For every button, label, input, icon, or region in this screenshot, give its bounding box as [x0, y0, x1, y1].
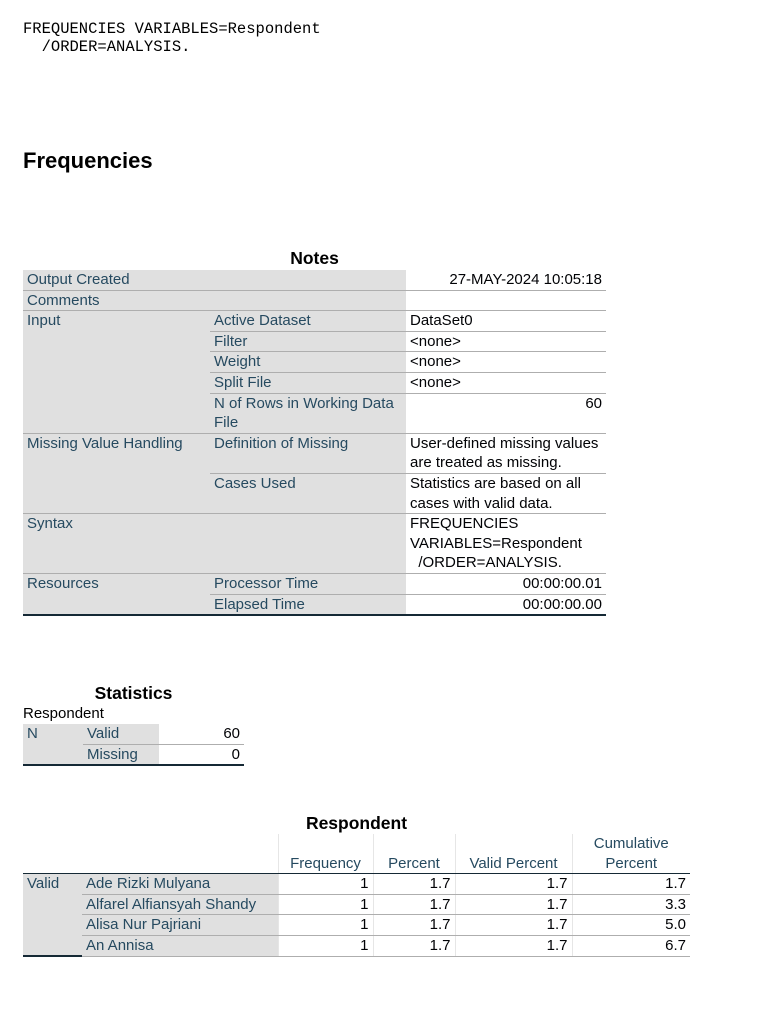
valid-percent-cell: 1.7 [455, 935, 572, 956]
valid-percent-cell: 1.7 [455, 915, 572, 936]
respondent-name: An Annisa [82, 935, 278, 956]
column-header-frequency: Frequency [278, 834, 373, 874]
frequency-table-header [23, 834, 690, 874]
split-file-label: Split File [210, 372, 406, 393]
processor-time-value: 00:00:00.01 [406, 573, 606, 594]
notes-row-comments [23, 290, 606, 311]
percent-cell: 1.7 [373, 874, 455, 895]
syntax-label: Syntax [23, 514, 406, 574]
n-label: N [23, 724, 83, 765]
weight-label: Weight [210, 352, 406, 373]
split-file-value: <none> [406, 372, 606, 393]
notes-row-syntax [23, 514, 606, 574]
cumulative-percent-cell: 6.7 [572, 935, 690, 956]
frequency-table [23, 834, 690, 957]
comments-value [406, 290, 606, 311]
cases-used-value: Statistics are based on all cases with valid data. [406, 473, 606, 513]
statistics-table-title: Statistics [94, 683, 173, 703]
notes-row-processor-time [23, 573, 606, 594]
valid-label: Valid [83, 724, 159, 744]
resources-label: Resources [23, 573, 210, 615]
syntax-command-text: FREQUENCIES VARIABLES=Respondent /ORDER=ANALYSIS. [23, 20, 321, 56]
table-row [23, 915, 690, 936]
respondent-name: Alisa Nur Pajriani [82, 915, 278, 936]
column-header-valid-percent: Valid Percent [455, 834, 572, 874]
statistics-variable-label: Respondent [23, 705, 104, 722]
processor-time-label: Processor Time [210, 573, 406, 594]
output-created-label: Output Created [23, 270, 406, 290]
missing-value: 0 [159, 744, 244, 765]
respondent-name: Ade Rizki Mulyana [82, 874, 278, 895]
header-corner [23, 834, 278, 874]
missing-label: Missing [83, 744, 159, 765]
valid-group-label: Valid [23, 874, 82, 956]
input-label: Input [23, 311, 210, 434]
table-row [23, 935, 690, 956]
valid-percent-cell: 1.7 [455, 874, 572, 895]
frequency-cell: 1 [278, 915, 373, 936]
column-header-percent: Percent [373, 834, 455, 874]
percent-cell: 1.7 [373, 915, 455, 936]
comments-label: Comments [23, 290, 406, 311]
frequency-table-title: Respondent [305, 813, 408, 833]
frequency-cell: 1 [278, 894, 373, 915]
active-dataset-label: Active Dataset [210, 311, 406, 332]
output-created-value: 27-MAY-2024 10:05:18 [406, 270, 606, 290]
percent-cell: 1.7 [373, 894, 455, 915]
filter-value: <none> [406, 331, 606, 352]
notes-table [23, 270, 606, 616]
filter-label: Filter [210, 331, 406, 352]
definition-missing-label: Definition of Missing [210, 433, 406, 473]
cases-used-label: Cases Used [210, 473, 406, 513]
elapsed-time-value: 00:00:00.00 [406, 594, 606, 615]
active-dataset-value: DataSet0 [406, 311, 606, 332]
valid-percent-cell: 1.7 [455, 894, 572, 915]
percent-cell: 1.7 [373, 935, 455, 956]
statistics-table [23, 724, 244, 766]
respondent-name: Alfarel Alfiansyah Shandy [82, 894, 278, 915]
elapsed-time-label: Elapsed Time [210, 594, 406, 615]
cumulative-percent-cell: 1.7 [572, 874, 690, 895]
statistics-row-valid [23, 724, 244, 744]
table-row [23, 874, 690, 895]
cumulative-percent-cell: 3.3 [572, 894, 690, 915]
n-rows-value: 60 [406, 393, 606, 433]
valid-value: 60 [159, 724, 244, 744]
frequency-cell: 1 [278, 935, 373, 956]
table-row [23, 894, 690, 915]
cumulative-percent-cell: 5.0 [572, 915, 690, 936]
notes-row-output-created [23, 270, 606, 290]
page-title: Frequencies [23, 148, 153, 173]
weight-value: <none> [406, 352, 606, 373]
frequency-cell: 1 [278, 874, 373, 895]
notes-table-title: Notes [290, 248, 339, 268]
definition-missing-value: User-defined missing values are treated as missing. [406, 433, 606, 473]
notes-row-definition-missing [23, 433, 606, 473]
syntax-value: FREQUENCIES VARIABLES=Respondent /ORDER=ANALYSIS. [406, 514, 606, 574]
missing-value-handling-label: Missing Value Handling [23, 433, 210, 513]
column-header-cumulative-percent: Cumulative Percent [572, 834, 690, 874]
n-rows-label: N of Rows in Working Data File [210, 393, 406, 433]
notes-row-active-dataset [23, 311, 606, 332]
